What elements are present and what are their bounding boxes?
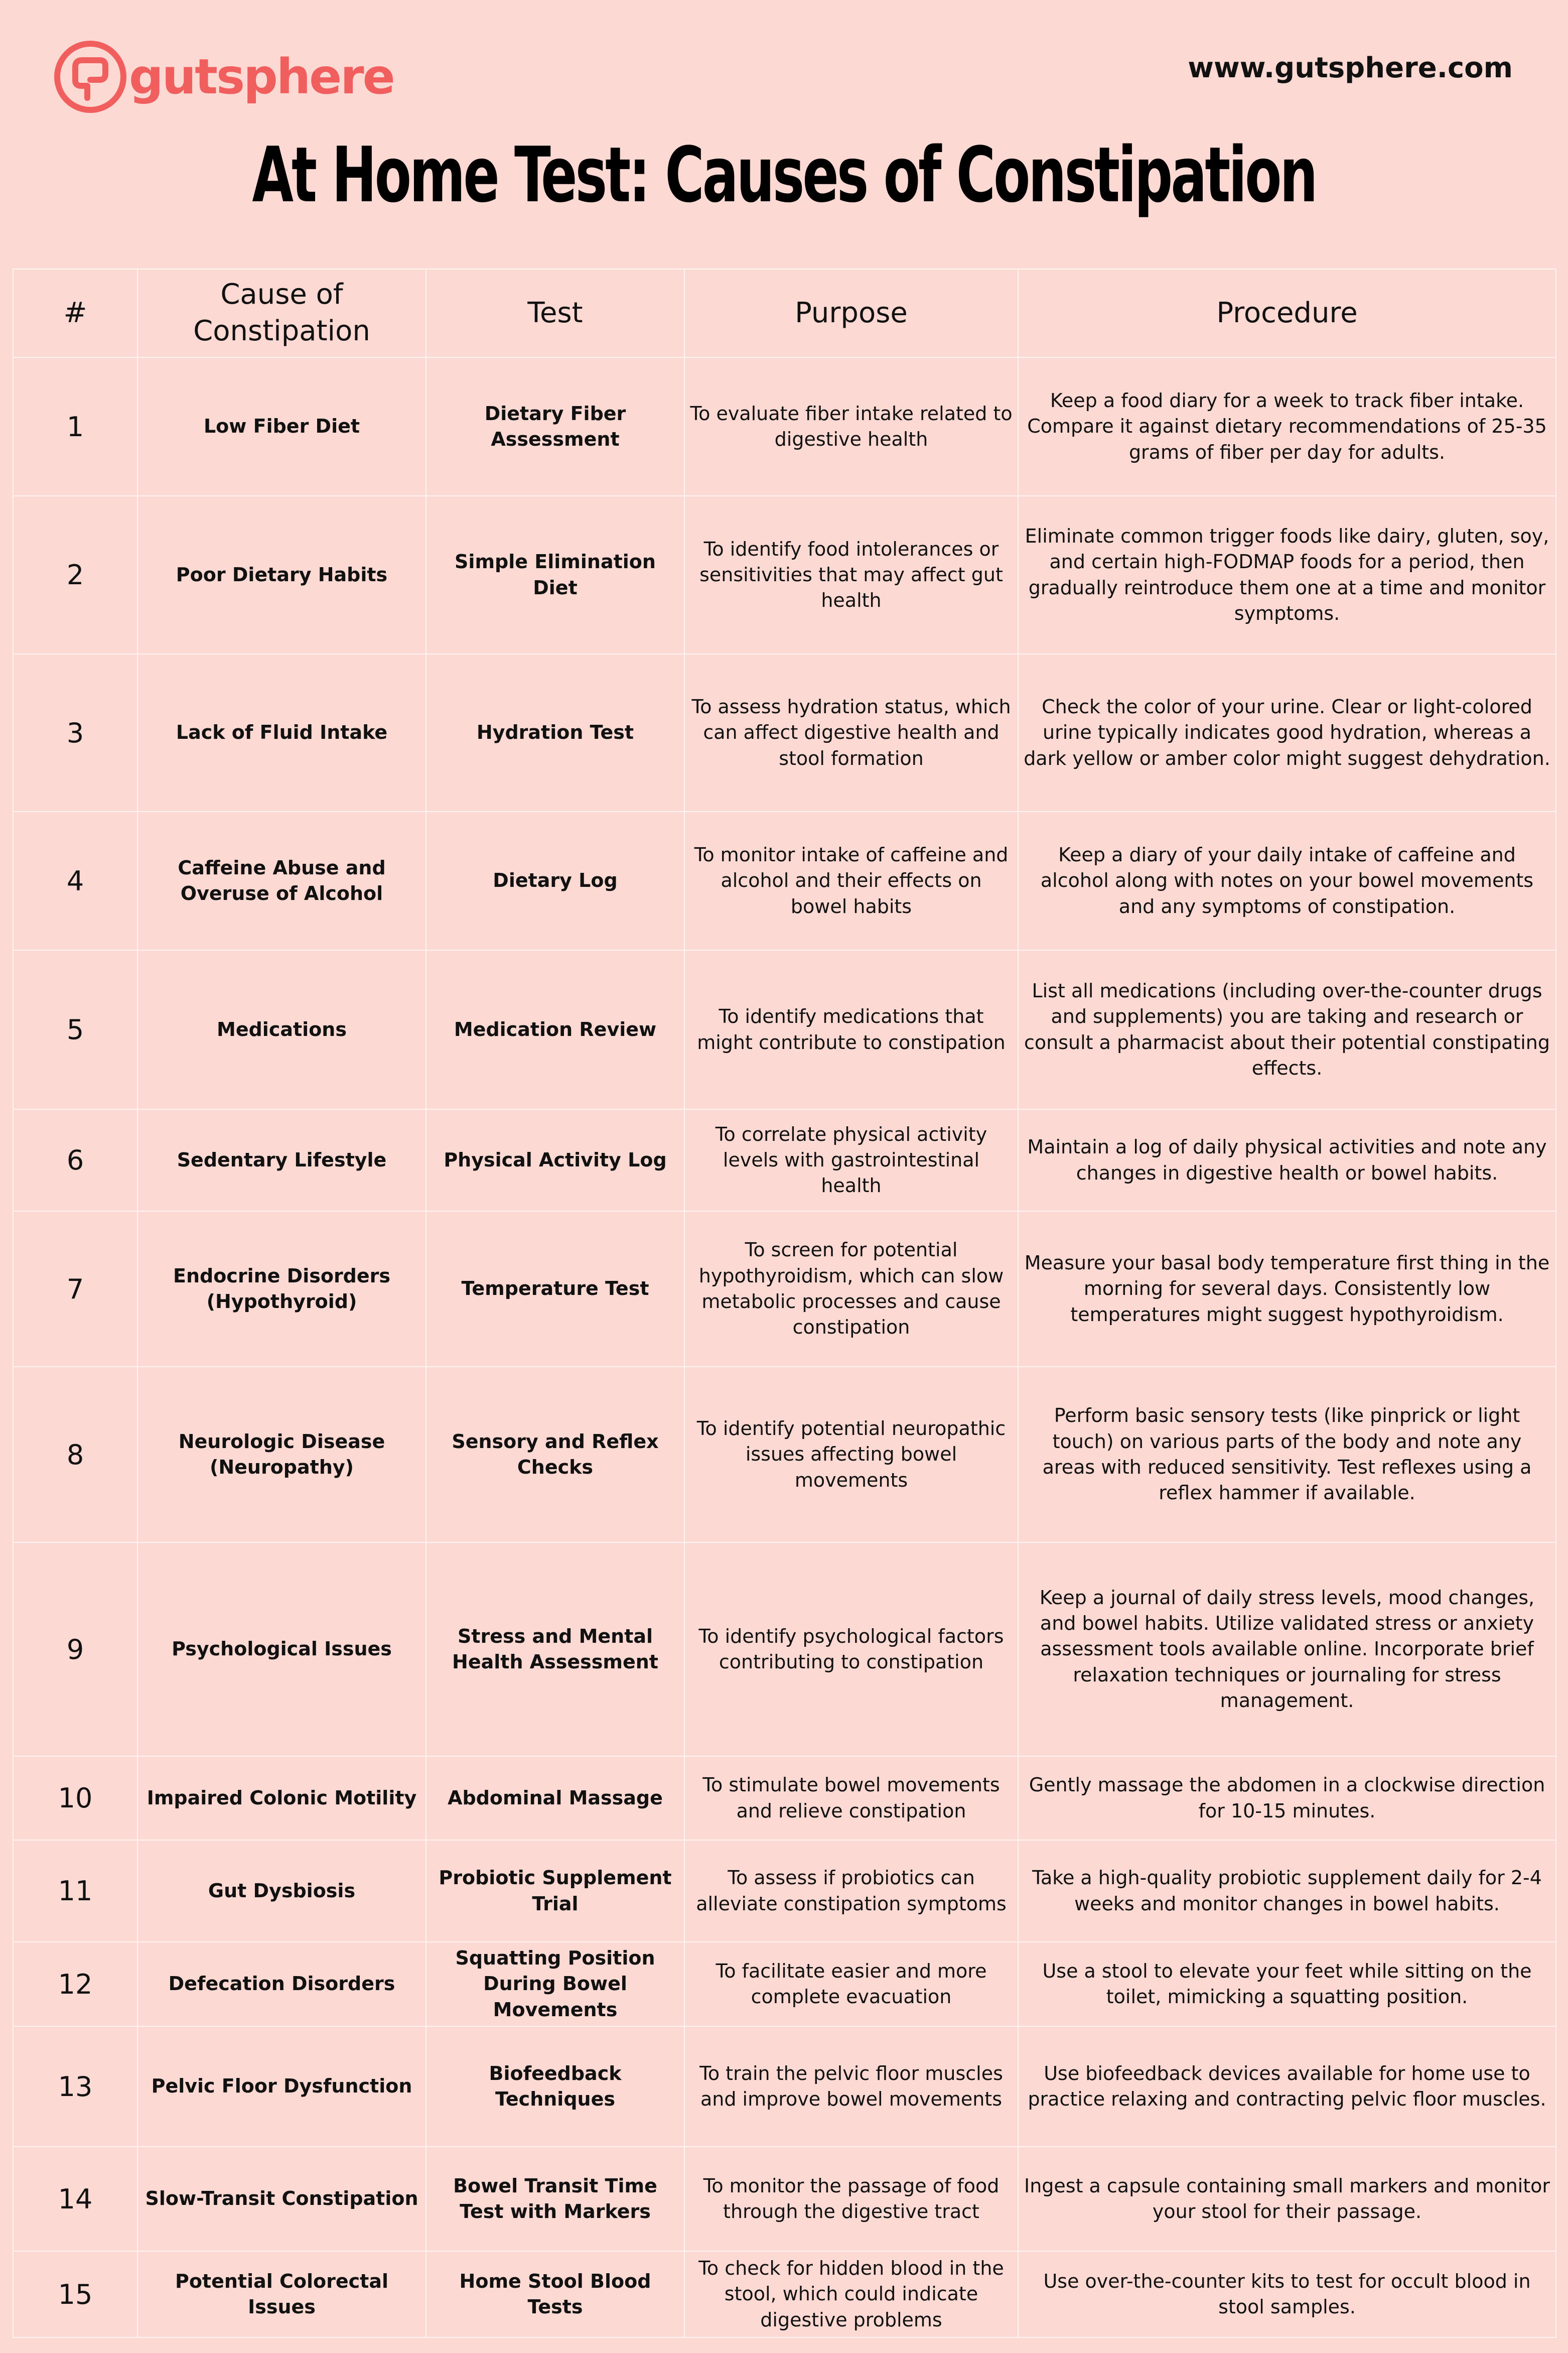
- cell-purpose: To check for hidden blood in the stool, which could indicate digestive problems: [684, 2251, 1018, 2337]
- cell-num: 1: [13, 357, 137, 496]
- header-number: #: [13, 269, 137, 357]
- table-row: [13, 2251, 1556, 2337]
- cell-cause: Caffeine Abuse and Overuse of Alcohol: [137, 812, 426, 950]
- cell-purpose: To stimulate bowel movements and relieve constipation: [684, 1756, 1018, 1840]
- cell-cause: Gut Dysbiosis: [137, 1840, 426, 1942]
- website-link[interactable]: www.gutsphere.com: [1188, 52, 1513, 84]
- cell-num: 15: [13, 2251, 137, 2337]
- table-row: [13, 1840, 1556, 1942]
- cell-procedure: Ingest a capsule containing small markers and monitor your stool for their passage.: [1018, 2147, 1556, 2251]
- cell-cause: Endocrine Disorders (Hypothyroid): [137, 1211, 426, 1367]
- cell-procedure: Maintain a log of daily physical activities and note any changes in digestive health or bowel habits.: [1018, 1109, 1556, 1211]
- cell-purpose: To screen for potential hypothyroidism, which can slow metabolic processes and cause constipation: [684, 1211, 1018, 1367]
- table-row: [13, 1211, 1556, 1367]
- cell-num: 12: [13, 1942, 137, 2026]
- cell-cause: Medications: [137, 950, 426, 1109]
- cell-num: 13: [13, 2026, 137, 2147]
- cell-test: Biofeedback Techniques: [426, 2026, 684, 2147]
- colon-logo-icon: [53, 39, 128, 114]
- cell-cause: Defecation Disorders: [137, 1942, 426, 2026]
- cell-test: Bowel Transit Time Test with Markers: [426, 2147, 684, 2251]
- cell-test: Home Stool Blood Tests: [426, 2251, 684, 2337]
- cell-num: 11: [13, 1840, 137, 1942]
- table-row: [13, 812, 1556, 950]
- cell-procedure: Gently massage the abdomen in a clockwise direction for 10-15 minutes.: [1018, 1756, 1556, 1840]
- table-row: [13, 2026, 1556, 2147]
- cell-procedure: Take a high-quality probiotic supplement daily for 2-4 weeks and monitor changes in bowel habits.: [1018, 1840, 1556, 1942]
- cell-cause: Sedentary Lifestyle: [137, 1109, 426, 1211]
- cell-num: 14: [13, 2147, 137, 2251]
- table-row: [13, 1942, 1556, 2026]
- table-row: [13, 1756, 1556, 1840]
- cell-purpose: To assess if probiotics can alleviate constipation symptoms: [684, 1840, 1018, 1942]
- cell-test: Sensory and Reflex Checks: [426, 1367, 684, 1542]
- cell-cause: Slow-Transit Constipation: [137, 2147, 426, 2251]
- cell-purpose: To facilitate easier and more complete evacuation: [684, 1942, 1018, 2026]
- cell-procedure: Use biofeedback devices available for home use to practice relaxing and contracting pelvic floor muscles.: [1018, 2026, 1556, 2147]
- table-row: [13, 357, 1556, 496]
- cell-purpose: To correlate physical activity levels with gastrointestinal health: [684, 1109, 1018, 1211]
- cell-num: 4: [13, 812, 137, 950]
- cell-procedure: Perform basic sensory tests (like pinprick or light touch) on various parts of the body and note any areas with reduced sensitivity. Test reflexes using a reflex hammer if available.: [1018, 1367, 1556, 1542]
- header-cause: Cause of Constipation: [137, 269, 426, 357]
- cell-cause: Psychological Issues: [137, 1542, 426, 1756]
- cell-cause: Lack of Fluid Intake: [137, 654, 426, 812]
- cell-num: 6: [13, 1109, 137, 1211]
- cell-num: 8: [13, 1367, 137, 1542]
- cell-purpose: To identify medications that might contribute to constipation: [684, 950, 1018, 1109]
- header-purpose: Purpose: [684, 269, 1018, 357]
- cell-cause: Impaired Colonic Motility: [137, 1756, 426, 1840]
- cell-cause: Pelvic Floor Dysfunction: [137, 2026, 426, 2147]
- cell-procedure: Keep a food diary for a week to track fiber intake. Compare it against dietary recommendations of 25-35 grams of fiber per day for adults.: [1018, 357, 1556, 496]
- cell-num: 10: [13, 1756, 137, 1840]
- header-test: Test: [426, 269, 684, 357]
- cell-cause: Neurologic Disease (Neuropathy): [137, 1367, 426, 1542]
- cell-purpose: To identify food intolerances or sensitivities that may affect gut health: [684, 496, 1018, 654]
- cell-test: Medication Review: [426, 950, 684, 1109]
- cell-test: Stress and Mental Health Assessment: [426, 1542, 684, 1756]
- cell-num: 9: [13, 1542, 137, 1756]
- cell-procedure: List all medications (including over-the-counter drugs and supplements) you are taking and research or consult a pharmacist about their potential constipating effects.: [1018, 950, 1556, 1109]
- cell-purpose: To train the pelvic floor muscles and improve bowel movements: [684, 2026, 1018, 2147]
- cell-test: Hydration Test: [426, 654, 684, 812]
- table-row: [13, 1542, 1556, 1756]
- cell-num: 5: [13, 950, 137, 1109]
- page-title: At Home Test: Causes of Constipation: [252, 130, 1316, 219]
- cell-purpose: To identify potential neuropathic issues affecting bowel movements: [684, 1367, 1018, 1542]
- cell-procedure: Measure your basal body temperature first thing in the morning for several days. Consistently low temperatures might suggest hypothyroidism.: [1018, 1211, 1556, 1367]
- cell-procedure: Use over-the-counter kits to test for occult blood in stool samples.: [1018, 2251, 1556, 2337]
- table-row: [13, 950, 1556, 1109]
- cell-procedure: Use a stool to elevate your feet while sitting on the toilet, mimicking a squatting position.: [1018, 1942, 1556, 2026]
- tests-table: [13, 269, 1556, 2338]
- brand-name: gutsphere: [129, 49, 394, 105]
- cell-cause: Potential Colorectal Issues: [137, 2251, 426, 2337]
- cell-test: Physical Activity Log: [426, 1109, 684, 1211]
- cell-purpose: To assess hydration status, which can affect digestive health and stool formation: [684, 654, 1018, 812]
- cell-test: Dietary Log: [426, 812, 684, 950]
- cell-purpose: To monitor the passage of food through the digestive tract: [684, 2147, 1018, 2251]
- table-row: [13, 2147, 1556, 2251]
- cell-purpose: To identify psychological factors contributing to constipation: [684, 1542, 1018, 1756]
- cell-num: 3: [13, 654, 137, 812]
- cell-test: Probiotic Supplement Trial: [426, 1840, 684, 1942]
- page-header: [0, 0, 1568, 130]
- cell-test: Dietary Fiber Assessment: [426, 357, 684, 496]
- cell-procedure: Keep a diary of your daily intake of caffeine and alcohol along with notes on your bowel movements and any symptoms of constipation.: [1018, 812, 1556, 950]
- brand-logo[interactable]: [53, 39, 394, 114]
- table-header-row: [13, 269, 1556, 357]
- table-row: [13, 1367, 1556, 1542]
- cell-test: Simple Elimination Diet: [426, 496, 684, 654]
- cell-num: 2: [13, 496, 137, 654]
- header-procedure: Procedure: [1018, 269, 1556, 357]
- cell-cause: Low Fiber Diet: [137, 357, 426, 496]
- cell-procedure: Eliminate common trigger foods like dairy, gluten, soy, and certain high-FODMAP foods for a period, then gradually reintroduce them one at a time and monitor symptoms.: [1018, 496, 1556, 654]
- cell-cause: Poor Dietary Habits: [137, 496, 426, 654]
- cell-procedure: Check the color of your urine. Clear or light-colored urine typically indicates good hydration, whereas a dark yellow or amber color might suggest dehydration.: [1018, 654, 1556, 812]
- cell-purpose: To monitor intake of caffeine and alcohol and their effects on bowel habits: [684, 812, 1018, 950]
- cell-test: Squatting Position During Bowel Movements: [426, 1942, 684, 2026]
- table-row: [13, 654, 1556, 812]
- cell-purpose: To evaluate fiber intake related to digestive health: [684, 357, 1018, 496]
- cell-test: Temperature Test: [426, 1211, 684, 1367]
- cell-num: 7: [13, 1211, 137, 1367]
- table-row: [13, 1109, 1556, 1211]
- cell-test: Abdominal Massage: [426, 1756, 684, 1840]
- table-row: [13, 496, 1556, 654]
- cell-procedure: Keep a journal of daily stress levels, mood changes, and bowel habits. Utilize validated stress or anxiety assessment tools available online. Incorporate brief relaxation techniques or journaling for stress management.: [1018, 1542, 1556, 1756]
